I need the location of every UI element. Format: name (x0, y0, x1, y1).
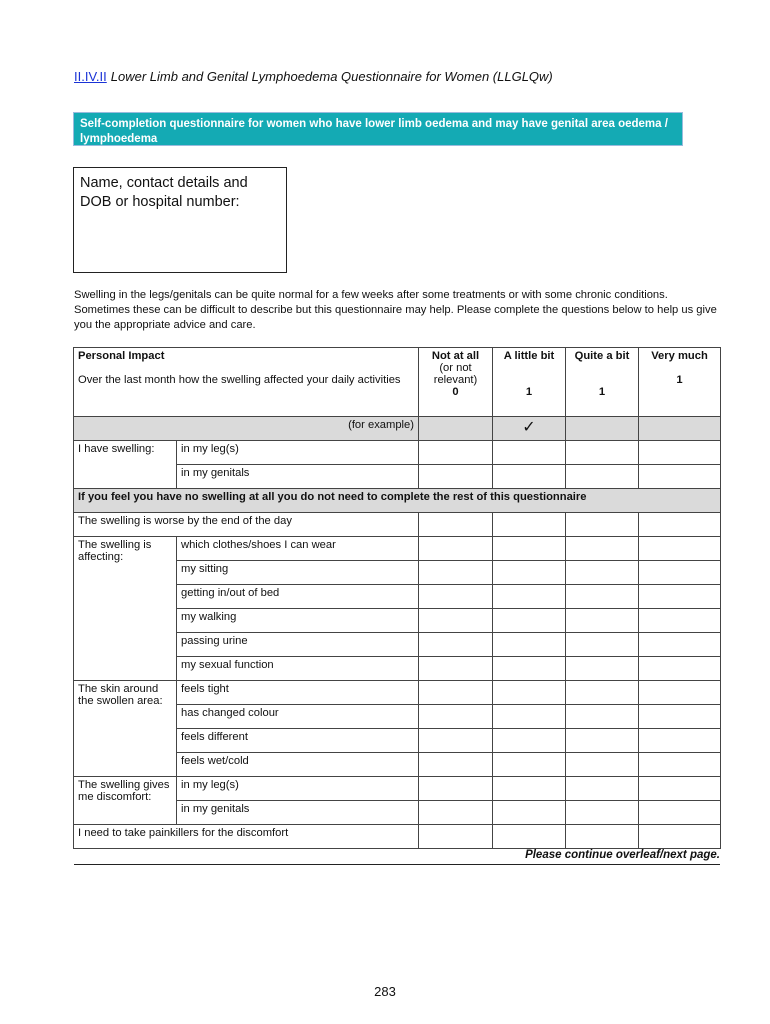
item-label: which clothes/shoes I can wear (177, 537, 419, 561)
item-label: I need to take painkillers for the discomfort (74, 825, 419, 849)
answer-box[interactable] (639, 609, 721, 633)
painkillers-row (74, 825, 721, 849)
answer-box[interactable] (639, 705, 721, 729)
answer-box[interactable] (639, 825, 721, 849)
col-not-at-all: Not at all (or not relevant) 0 (419, 348, 493, 417)
answer-box[interactable] (419, 537, 493, 561)
answer-box[interactable] (639, 681, 721, 705)
worse-end-day-row (74, 513, 721, 537)
answer-box[interactable] (419, 777, 493, 801)
answer-box[interactable] (419, 513, 493, 537)
discomfort-label: The swelling gives me discomfort: (74, 777, 177, 825)
answer-box[interactable] (493, 825, 566, 849)
instruction-banner: Self-completion questionnaire for women who have lower limb oedema and may have genital area oedema / lymphoedema (73, 112, 683, 146)
item-label: feels different (177, 729, 419, 753)
answer-box[interactable] (493, 633, 566, 657)
answer-box[interactable] (566, 465, 639, 489)
example-row (74, 417, 721, 441)
discomfort-row (74, 777, 721, 801)
questionnaire-table (73, 347, 721, 849)
answer-box[interactable] (566, 513, 639, 537)
col-very-much: Very much 1 (639, 348, 721, 417)
item-label: my walking (177, 609, 419, 633)
answer-box[interactable] (419, 825, 493, 849)
answer-box[interactable] (566, 681, 639, 705)
item-label: has changed colour (177, 705, 419, 729)
answer-box[interactable] (639, 657, 721, 681)
answer-box[interactable] (639, 561, 721, 585)
answer-box[interactable] (639, 777, 721, 801)
answer-box[interactable] (419, 609, 493, 633)
skin-label: The skin around the swollen area: (74, 681, 177, 777)
answer-box[interactable] (493, 513, 566, 537)
skin-row (74, 681, 721, 705)
answer-box[interactable] (419, 585, 493, 609)
item-label: in my leg(s) (177, 441, 419, 465)
affecting-row (74, 537, 721, 561)
answer-box[interactable] (639, 465, 721, 489)
item-label: my sitting (177, 561, 419, 585)
answer-box[interactable] (566, 753, 639, 777)
item-label: passing urine (177, 633, 419, 657)
stop-notice-row (74, 489, 721, 513)
check-icon: ✓ (493, 417, 566, 441)
example-label: (for example) (74, 417, 419, 441)
section-link[interactable]: II.IV.II (74, 69, 107, 84)
answer-box[interactable] (419, 657, 493, 681)
answer-box[interactable] (639, 801, 721, 825)
answer-box[interactable] (566, 825, 639, 849)
item-label: in my genitals (177, 465, 419, 489)
answer-box[interactable] (419, 441, 493, 465)
answer-box[interactable] (639, 441, 721, 465)
item-label: my sexual function (177, 657, 419, 681)
answer-box[interactable] (419, 729, 493, 753)
continue-note: Please continue overleaf/next page. (74, 849, 720, 865)
answer-box[interactable] (566, 633, 639, 657)
answer-box[interactable] (639, 729, 721, 753)
answer-box[interactable] (566, 801, 639, 825)
name-details-box[interactable]: Name, contact details and DOB or hospital number: (73, 167, 287, 273)
answer-box[interactable] (493, 729, 566, 753)
answer-box[interactable] (419, 705, 493, 729)
intro-text: Swelling in the legs/genitals can be quite normal for a few weeks after some treatments or with some chronic conditions. Sometimes these can be difficult to describe but this questionnaire may help. Please complete the questions below to help us give you the appropriate advice and care. (74, 289, 717, 331)
item-label: in my leg(s) (177, 777, 419, 801)
answer-box[interactable] (419, 561, 493, 585)
answer-box[interactable] (493, 705, 566, 729)
answer-box[interactable] (639, 537, 721, 561)
answer-box[interactable] (639, 753, 721, 777)
header-row (74, 348, 721, 417)
answer-box[interactable] (566, 561, 639, 585)
heading: Personal Impact (78, 350, 165, 362)
answer-box[interactable] (419, 681, 493, 705)
answer-box[interactable] (566, 609, 639, 633)
answer-box[interactable] (639, 633, 721, 657)
answer-box[interactable] (566, 777, 639, 801)
answer-box[interactable] (493, 561, 566, 585)
answer-box[interactable] (493, 681, 566, 705)
answer-box[interactable] (639, 585, 721, 609)
answer-box[interactable] (493, 441, 566, 465)
heading-cell (74, 348, 419, 417)
item-label: feels wet/cold (177, 753, 419, 777)
answer-box[interactable] (566, 657, 639, 681)
answer-box[interactable] (493, 801, 566, 825)
title-text: Lower Limb and Genital Lymphoedema Questionnaire for Women (LLGLQw) (110, 69, 553, 84)
answer-box[interactable] (493, 585, 566, 609)
answer-box[interactable] (493, 609, 566, 633)
answer-box[interactable] (493, 537, 566, 561)
answer-box[interactable] (493, 465, 566, 489)
answer-box[interactable] (419, 465, 493, 489)
answer-box[interactable] (493, 657, 566, 681)
col-quite-a-bit: Quite a bit 1 (566, 348, 639, 417)
item-label: getting in/out of bed (177, 585, 419, 609)
have-swelling-row (74, 441, 721, 465)
stop-notice: If you feel you have no swelling at all you do not need to complete the rest of this questionnaire (74, 489, 721, 513)
answer-box[interactable] (493, 777, 566, 801)
answer-box[interactable] (566, 585, 639, 609)
answer-box[interactable] (419, 753, 493, 777)
col-little-bit: A little bit 1 (493, 348, 566, 417)
answer-box[interactable] (419, 633, 493, 657)
page-title (74, 69, 553, 84)
answer-box[interactable] (419, 801, 493, 825)
answer-box[interactable] (566, 441, 639, 465)
answer-box[interactable] (566, 705, 639, 729)
answer-box[interactable] (566, 729, 639, 753)
answer-box[interactable] (639, 513, 721, 537)
answer-box[interactable] (493, 753, 566, 777)
subheading: Over the last month how the swelling affected your daily activities (78, 374, 401, 386)
item-label: feels tight (177, 681, 419, 705)
item-label: in my genitals (177, 801, 419, 825)
item-label: The swelling is worse by the end of the day (74, 513, 419, 537)
answer-box[interactable] (566, 537, 639, 561)
affecting-label: The swelling is affecting: (74, 537, 177, 681)
have-swelling-label: I have swelling: (74, 441, 177, 489)
page-number: 283 (374, 984, 396, 999)
